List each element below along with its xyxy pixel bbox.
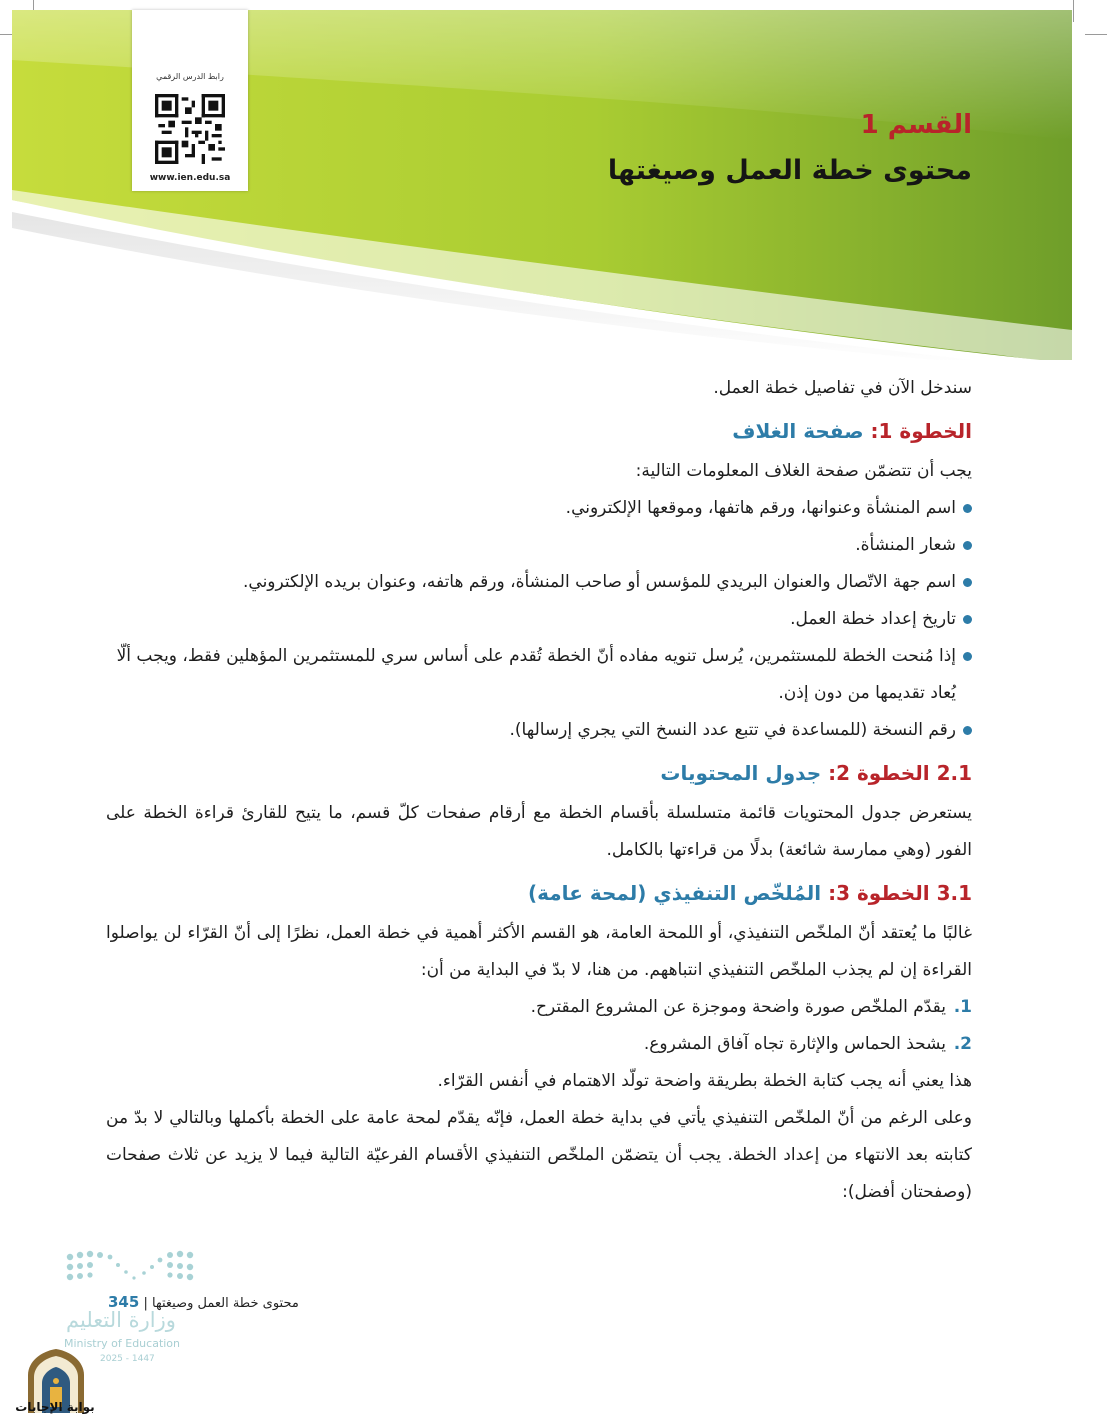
qr-caption: رابط الدرس الرقمي xyxy=(156,72,224,81)
ministry-name-arabic: وزارة التعليم xyxy=(66,1308,176,1332)
qr-code-icon[interactable] xyxy=(155,94,225,164)
footer-separator: | xyxy=(143,1296,148,1311)
list-item: اسم المنشأة وعنوانها، ورقم هاتفها، وموقعها الإلكتروني. xyxy=(106,490,972,527)
list-number: 2. xyxy=(953,1034,972,1054)
step2-paragraph: يستعرض جدول المحتويات قائمة متسلسلة بأقسام الخطة مع أرقام صفحات كلّ قسم، ما يتيح للقارئ قراءة الخطة على الفور (وهي ممارسة شائعة) بدلًا من قراءتها بالكامل. xyxy=(106,803,972,860)
list-item xyxy=(106,989,972,1026)
step3-paragraph: غالبًا ما يُعتقد أنّ الملخّص التنفيذي، أو اللمحة العامة، هو القسم الأكثر أهمية في خطة العمل، نظرًا إلى أنّ القرّاء لن يواصلوا القراءة إن لم يجذب الملخّص التنفيذي انتباههم. من هنا، لا بدّ في البداية من أن: xyxy=(106,923,972,980)
step3-title: المُلخّص التنفيذي (لمحة عامة) xyxy=(528,881,822,905)
list-item: تاريخ إعداد خطة العمل. xyxy=(106,601,972,638)
qr-url[interactable]: www.ien.edu.sa xyxy=(149,173,231,183)
list-item xyxy=(106,1026,972,1063)
section-label: القسم 1 xyxy=(860,110,972,140)
page-footer xyxy=(108,1293,299,1311)
main-content xyxy=(106,370,972,1211)
page-number: 345 xyxy=(108,1293,140,1311)
ministry-year: 2025 - 1447 xyxy=(100,1354,155,1364)
step3-label: 3.1 الخطوة 3: xyxy=(828,881,972,905)
section-title: محتوى خطة العمل وصيغتها xyxy=(607,155,972,186)
list-text: يشحذ الحماس والإثارة تجاه آفاق المشروع. xyxy=(643,1034,946,1054)
step3-after-paragraph-1: هذا يعني أنه يجب كتابة الخطة بطريقة واضحة تولّد الاهتمام في أنفس القرّاء. xyxy=(437,1071,972,1091)
intro-paragraph: سندخل الآن في تفاصيل خطة العمل. xyxy=(713,378,972,398)
running-title: محتوى خطة العمل وصيغتها xyxy=(151,1296,299,1311)
step1-label: الخطوة 1: xyxy=(870,419,972,443)
list-number: 1. xyxy=(953,997,972,1017)
step1-title: صفحة الغلاف xyxy=(732,419,864,443)
list-item: شعار المنشأة. xyxy=(106,527,972,564)
list-item: إذا مُنحت الخطة للمستثمرين، يُرسل تنويه مفاده أنّ الخطة تُقدم على أساس سري للمستثمرين المؤهلين فقط، ويجب ألّا يُعاد تقديمها من دون إذن. xyxy=(106,638,972,712)
step3-heading xyxy=(106,878,972,908)
step3-list xyxy=(106,989,972,1063)
list-text: يقدّم الملخّص صورة واضحة وموجزة عن المشروع المقترح. xyxy=(530,997,946,1017)
qr-card[interactable] xyxy=(132,10,248,191)
step1-list xyxy=(106,490,972,749)
list-item: رقم النسخة (للمساعدة في تتبع عدد النسخ التي يجري إرسالها). xyxy=(106,712,972,749)
step1-heading xyxy=(106,416,972,446)
portal-name: بوابة الإجابات xyxy=(15,1400,95,1414)
step2-heading xyxy=(106,758,972,788)
list-item: اسم جهة الاتّصال والعنوان البريدي للمؤسس أو صاحب المنشأة، ورقم هاتفه، وعنوان بريده الإلكتروني. xyxy=(106,564,972,601)
step2-label: 2.1 الخطوة 2: xyxy=(828,761,972,785)
ministry-name-english: Ministry of Education xyxy=(64,1337,181,1350)
step1-lead: يجب أن تتضمّن صفحة الغلاف المعلومات التالية: xyxy=(635,461,972,481)
step3-after-paragraph-2: وعلى الرغم من أنّ الملخّص التنفيذي يأتي في بداية خطة العمل، فإنّه يقدّم لمحة عامة على الخطة بأكملها وبالتالي لا بدّ من كتابته بعد الانتهاء من إعداد الخطة. يجب أن يتضمّن الملخّص التنفيذي الأقسام الفرعيّة التالية فيما لا يزيد عن ثلاث صفحات (وصفحتان أفضل): xyxy=(106,1108,972,1202)
step2-title: جدول المحتويات xyxy=(660,761,822,785)
